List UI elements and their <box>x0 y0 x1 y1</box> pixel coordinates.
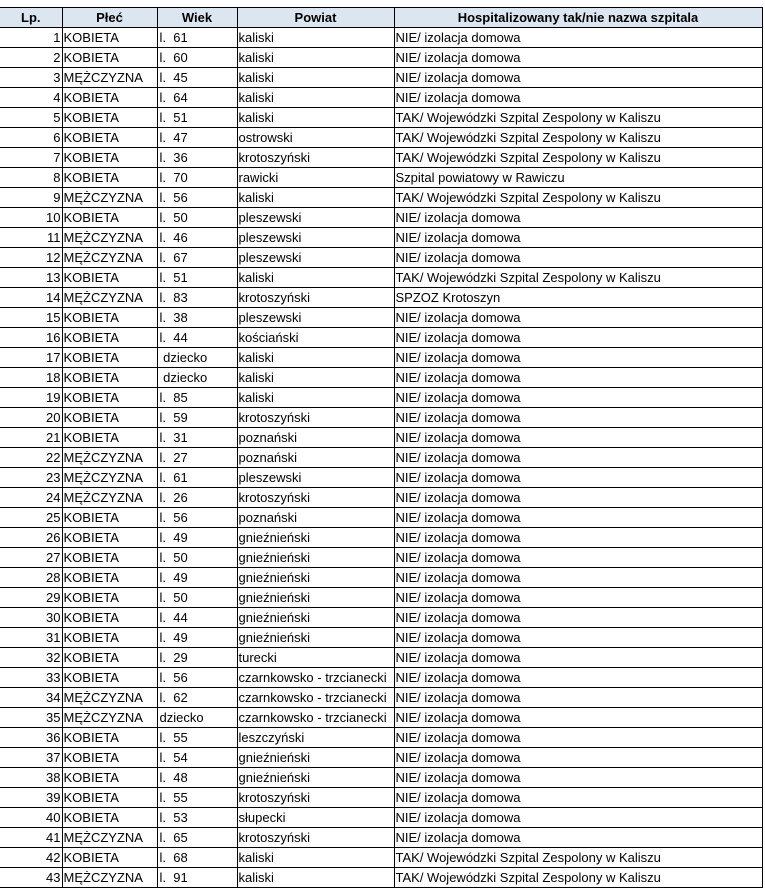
cell-hospitalizowany: NIE/ izolacja domowa <box>394 468 762 488</box>
table-row <box>0 448 762 468</box>
table-row <box>0 68 762 88</box>
cell-plec: KOBIETA <box>62 628 157 648</box>
cell-lp: 30 <box>0 608 62 628</box>
table-row <box>0 28 762 48</box>
cell-lp: 13 <box>0 268 62 288</box>
cell-powiat: poznański <box>237 508 394 528</box>
cell-hospitalizowany: NIE/ izolacja domowa <box>394 568 762 588</box>
cell-plec: KOBIETA <box>62 108 157 128</box>
cell-powiat: gnieźnieński <box>237 568 394 588</box>
cell-wiek: l. 38 <box>157 308 237 328</box>
cell-powiat: słupecki <box>237 808 394 828</box>
cell-wiek: l. 65 <box>157 828 237 848</box>
cell-wiek: l. 70 <box>157 168 237 188</box>
cell-plec: KOBIETA <box>62 848 157 868</box>
cell-lp: 10 <box>0 208 62 228</box>
cell-lp: 8 <box>0 168 62 188</box>
cell-plec: MĘŻCZYZNA <box>62 288 157 308</box>
table-row <box>0 428 762 448</box>
table-row <box>0 728 762 748</box>
cell-wiek: l. 56 <box>157 668 237 688</box>
cell-wiek: dziecko <box>157 368 237 388</box>
table-row <box>0 588 762 608</box>
cell-wiek: l. 46 <box>157 228 237 248</box>
cell-wiek: l. 47 <box>157 128 237 148</box>
table-row <box>0 288 762 308</box>
cell-plec: KOBIETA <box>62 548 157 568</box>
cell-powiat: gnieźnieński <box>237 748 394 768</box>
cell-hospitalizowany: NIE/ izolacja domowa <box>394 768 762 788</box>
cell-wiek: l. 45 <box>157 68 237 88</box>
cell-plec: KOBIETA <box>62 328 157 348</box>
cell-wiek: l. 61 <box>157 28 237 48</box>
cell-wiek: l. 56 <box>157 188 237 208</box>
cell-plec: MĘŻCZYZNA <box>62 688 157 708</box>
cell-plec: KOBIETA <box>62 508 157 528</box>
cell-powiat: krotoszyński <box>237 288 394 308</box>
cell-lp: 41 <box>0 828 62 848</box>
table-row <box>0 348 762 368</box>
cell-plec: KOBIETA <box>62 88 157 108</box>
cell-wiek: l. 85 <box>157 388 237 408</box>
cell-powiat: pleszewski <box>237 208 394 228</box>
cell-wiek: l. 62 <box>157 688 237 708</box>
cell-powiat: ostrowski <box>237 128 394 148</box>
cell-lp: 2 <box>0 48 62 68</box>
cell-powiat: pleszewski <box>237 308 394 328</box>
cell-hospitalizowany: NIE/ izolacja domowa <box>394 308 762 328</box>
table-row <box>0 688 762 708</box>
cell-powiat: gnieźnieński <box>237 548 394 568</box>
table-row <box>0 388 762 408</box>
cell-lp: 39 <box>0 788 62 808</box>
cell-wiek: l. 49 <box>157 528 237 548</box>
cell-wiek: l. 91 <box>157 868 237 888</box>
cell-plec: KOBIETA <box>62 148 157 168</box>
table-row <box>0 828 762 848</box>
cell-hospitalizowany: NIE/ izolacja domowa <box>394 388 762 408</box>
cell-wiek: l. 61 <box>157 468 237 488</box>
cell-plec: MĘŻCZYZNA <box>62 488 157 508</box>
cell-lp: 36 <box>0 728 62 748</box>
cell-lp: 16 <box>0 328 62 348</box>
cell-lp: 12 <box>0 248 62 268</box>
cell-hospitalizowany: NIE/ izolacja domowa <box>394 708 762 728</box>
cell-wiek: l. 68 <box>157 848 237 868</box>
cell-hospitalizowany: NIE/ izolacja domowa <box>394 208 762 228</box>
cell-wiek: l. 27 <box>157 448 237 468</box>
cell-plec: KOBIETA <box>62 48 157 68</box>
cell-hospitalizowany: TAK/ Wojewódzki Szpital Zespolony w Kaliszu <box>394 148 762 168</box>
cell-lp: 25 <box>0 508 62 528</box>
table-row <box>0 268 762 288</box>
cell-powiat: kaliski <box>237 68 394 88</box>
table-row <box>0 88 762 108</box>
cell-wiek: l. 29 <box>157 648 237 668</box>
cell-plec: MĘŻCZYZNA <box>62 468 157 488</box>
cell-lp: 24 <box>0 488 62 508</box>
cell-lp: 40 <box>0 808 62 828</box>
cell-wiek: l. 51 <box>157 268 237 288</box>
cell-plec: MĘŻCZYZNA <box>62 448 157 468</box>
cell-plec: KOBIETA <box>62 748 157 768</box>
cell-plec: KOBIETA <box>62 788 157 808</box>
table-row <box>0 148 762 168</box>
cell-powiat: gnieźnieński <box>237 768 394 788</box>
table-row <box>0 48 762 68</box>
cell-plec: KOBIETA <box>62 808 157 828</box>
cell-hospitalizowany: TAK/ Wojewódzki Szpital Zespolony w Kaliszu <box>394 268 762 288</box>
cell-lp: 3 <box>0 68 62 88</box>
cell-wiek: l. 54 <box>157 748 237 768</box>
cell-plec: MĘŻCZYZNA <box>62 68 157 88</box>
table-row <box>0 128 762 148</box>
cell-powiat: kaliski <box>237 188 394 208</box>
cell-plec: KOBIETA <box>62 588 157 608</box>
cell-plec: MĘŻCZYZNA <box>62 188 157 208</box>
cell-plec: KOBIETA <box>62 368 157 388</box>
cell-wiek: l. 31 <box>157 428 237 448</box>
cell-powiat: gnieźnieński <box>237 588 394 608</box>
cell-lp: 17 <box>0 348 62 368</box>
cell-powiat: leszczyński <box>237 728 394 748</box>
cell-hospitalizowany: NIE/ izolacja domowa <box>394 248 762 268</box>
table-row <box>0 208 762 228</box>
cell-powiat: pleszewski <box>237 228 394 248</box>
cell-powiat: kaliski <box>237 268 394 288</box>
cell-lp: 1 <box>0 28 62 48</box>
cell-powiat: gnieźnieński <box>237 528 394 548</box>
cell-lp: 15 <box>0 308 62 328</box>
table-body <box>0 28 762 888</box>
cell-powiat: kaliski <box>237 848 394 868</box>
cell-hospitalizowany: NIE/ izolacja domowa <box>394 608 762 628</box>
cell-powiat: kaliski <box>237 368 394 388</box>
table-row <box>0 408 762 428</box>
cell-wiek: dziecko <box>157 708 237 728</box>
cell-hospitalizowany: NIE/ izolacja domowa <box>394 648 762 668</box>
cell-hospitalizowany: NIE/ izolacja domowa <box>394 328 762 348</box>
cell-plec: KOBIETA <box>62 388 157 408</box>
cell-hospitalizowany: NIE/ izolacja domowa <box>394 588 762 608</box>
cell-plec: KOBIETA <box>62 268 157 288</box>
cell-lp: 18 <box>0 368 62 388</box>
cell-powiat: kaliski <box>237 348 394 368</box>
table-row <box>0 248 762 268</box>
cell-wiek: l. 50 <box>157 208 237 228</box>
cell-powiat: czarnkowsko - trzcianecki <box>237 688 394 708</box>
table-row <box>0 308 762 328</box>
cell-hospitalizowany: TAK/ Wojewódzki Szpital Zespolony w Kaliszu <box>394 128 762 148</box>
table-row <box>0 708 762 728</box>
cell-wiek: l. 50 <box>157 588 237 608</box>
cell-plec: MĘŻCZYZNA <box>62 828 157 848</box>
cell-wiek: l. 55 <box>157 728 237 748</box>
header-wiek: Wiek <box>157 8 237 28</box>
cell-hospitalizowany: NIE/ izolacja domowa <box>394 668 762 688</box>
cell-wiek: l. 56 <box>157 508 237 528</box>
cell-hospitalizowany: NIE/ izolacja domowa <box>394 348 762 368</box>
cell-wiek: l. 51 <box>157 108 237 128</box>
cell-hospitalizowany: NIE/ izolacja domowa <box>394 808 762 828</box>
table-row <box>0 168 762 188</box>
cell-wiek: l. 55 <box>157 788 237 808</box>
cell-lp: 23 <box>0 468 62 488</box>
cell-plec: MĘŻCZYZNA <box>62 248 157 268</box>
cell-lp: 4 <box>0 88 62 108</box>
cell-plec: KOBIETA <box>62 208 157 228</box>
header-hospitalizowany: Hospitalizowany tak/nie nazwa szpitala <box>394 8 762 28</box>
cell-lp: 42 <box>0 848 62 868</box>
cell-lp: 9 <box>0 188 62 208</box>
cell-powiat: kaliski <box>237 868 394 888</box>
cell-hospitalizowany: NIE/ izolacja domowa <box>394 408 762 428</box>
cell-wiek: dziecko <box>157 348 237 368</box>
cell-lp: 31 <box>0 628 62 648</box>
cell-hospitalizowany: TAK/ Wojewódzki Szpital Zespolony w Kaliszu <box>394 108 762 128</box>
table-row <box>0 528 762 548</box>
cell-plec: KOBIETA <box>62 648 157 668</box>
cell-wiek: l. 49 <box>157 628 237 648</box>
cell-lp: 29 <box>0 588 62 608</box>
table-row <box>0 748 762 768</box>
cell-plec: KOBIETA <box>62 528 157 548</box>
table-row <box>0 868 762 888</box>
cell-plec: KOBIETA <box>62 668 157 688</box>
cell-hospitalizowany: NIE/ izolacja domowa <box>394 488 762 508</box>
cell-hospitalizowany: TAK/ Wojewódzki Szpital Zespolony w Kaliszu <box>394 848 762 868</box>
cell-plec: KOBIETA <box>62 308 157 328</box>
cell-plec: MĘŻCZYZNA <box>62 868 157 888</box>
cell-hospitalizowany: NIE/ izolacja domowa <box>394 368 762 388</box>
cell-powiat: krotoszyński <box>237 488 394 508</box>
table-row <box>0 608 762 628</box>
cell-powiat: krotoszyński <box>237 788 394 808</box>
cell-wiek: l. 67 <box>157 248 237 268</box>
cell-hospitalizowany: NIE/ izolacja domowa <box>394 28 762 48</box>
cell-lp: 11 <box>0 228 62 248</box>
table-row <box>0 768 762 788</box>
cell-hospitalizowany: NIE/ izolacja domowa <box>394 448 762 468</box>
cell-hospitalizowany: NIE/ izolacja domowa <box>394 48 762 68</box>
cell-powiat: turecki <box>237 648 394 668</box>
cell-hospitalizowany: NIE/ izolacja domowa <box>394 728 762 748</box>
cell-powiat: krotoszyński <box>237 408 394 428</box>
cell-plec: MĘŻCZYZNA <box>62 708 157 728</box>
cell-lp: 21 <box>0 428 62 448</box>
cell-hospitalizowany: NIE/ izolacja domowa <box>394 688 762 708</box>
cell-powiat: czarnkowsko - trzcianecki <box>237 708 394 728</box>
cell-hospitalizowany: NIE/ izolacja domowa <box>394 528 762 548</box>
cell-hospitalizowany: NIE/ izolacja domowa <box>394 68 762 88</box>
cell-wiek: l. 64 <box>157 88 237 108</box>
table-row <box>0 668 762 688</box>
cell-hospitalizowany: TAK/ Wojewódzki Szpital Zespolony w Kaliszu <box>394 868 762 888</box>
cell-lp: 22 <box>0 448 62 468</box>
cell-wiek: l. 60 <box>157 48 237 68</box>
table-row <box>0 808 762 828</box>
cell-plec: KOBIETA <box>62 408 157 428</box>
cell-powiat: kaliski <box>237 388 394 408</box>
cell-lp: 5 <box>0 108 62 128</box>
cell-hospitalizowany: NIE/ izolacja domowa <box>394 628 762 648</box>
cell-lp: 34 <box>0 688 62 708</box>
cell-powiat: gnieźnieński <box>237 608 394 628</box>
cell-powiat: pleszewski <box>237 468 394 488</box>
cell-plec: KOBIETA <box>62 768 157 788</box>
cell-powiat: czarnkowsko - trzcianecki <box>237 668 394 688</box>
cell-hospitalizowany: NIE/ izolacja domowa <box>394 548 762 568</box>
cell-lp: 28 <box>0 568 62 588</box>
cell-lp: 38 <box>0 768 62 788</box>
cell-plec: KOBIETA <box>62 128 157 148</box>
table-row <box>0 628 762 648</box>
cell-powiat: pleszewski <box>237 248 394 268</box>
cell-hospitalizowany: NIE/ izolacja domowa <box>394 428 762 448</box>
cell-wiek: l. 59 <box>157 408 237 428</box>
cell-lp: 35 <box>0 708 62 728</box>
cell-plec: KOBIETA <box>62 348 157 368</box>
cell-powiat: poznański <box>237 428 394 448</box>
cell-powiat: krotoszyński <box>237 828 394 848</box>
cell-wiek: l. 50 <box>157 548 237 568</box>
cell-hospitalizowany: SPZOZ Krotoszyn <box>394 288 762 308</box>
cell-powiat: poznański <box>237 448 394 468</box>
cell-wiek: l. 44 <box>157 608 237 628</box>
cell-hospitalizowany: NIE/ izolacja domowa <box>394 88 762 108</box>
cell-wiek: l. 53 <box>157 808 237 828</box>
table-row <box>0 488 762 508</box>
cell-powiat: kościański <box>237 328 394 348</box>
cases-table <box>0 7 763 888</box>
header-plec: Płeć <box>62 8 157 28</box>
cell-wiek: l. 49 <box>157 568 237 588</box>
table-row <box>0 848 762 868</box>
header-lp: Lp. <box>0 8 62 28</box>
cell-hospitalizowany: NIE/ izolacja domowa <box>394 508 762 528</box>
cell-lp: 33 <box>0 668 62 688</box>
cell-hospitalizowany: TAK/ Wojewódzki Szpital Zespolony w Kaliszu <box>394 188 762 208</box>
cell-lp: 26 <box>0 528 62 548</box>
cell-lp: 37 <box>0 748 62 768</box>
cell-plec: KOBIETA <box>62 728 157 748</box>
cell-hospitalizowany: NIE/ izolacja domowa <box>394 228 762 248</box>
cell-hospitalizowany: NIE/ izolacja domowa <box>394 748 762 768</box>
table-row <box>0 788 762 808</box>
cell-plec: KOBIETA <box>62 608 157 628</box>
cell-wiek: l. 44 <box>157 328 237 348</box>
table-row <box>0 368 762 388</box>
table-row <box>0 508 762 528</box>
cell-powiat: krotoszyński <box>237 148 394 168</box>
cell-hospitalizowany: Szpital powiatowy w Rawiczu <box>394 168 762 188</box>
cell-wiek: l. 26 <box>157 488 237 508</box>
cell-wiek: l. 36 <box>157 148 237 168</box>
table-row <box>0 568 762 588</box>
table-row <box>0 108 762 128</box>
table-row <box>0 548 762 568</box>
cell-plec: KOBIETA <box>62 428 157 448</box>
cell-powiat: gnieźnieński <box>237 628 394 648</box>
cell-plec: KOBIETA <box>62 568 157 588</box>
cell-lp: 32 <box>0 648 62 668</box>
cell-powiat: kaliski <box>237 108 394 128</box>
cell-lp: 43 <box>0 868 62 888</box>
cell-powiat: kaliski <box>237 88 394 108</box>
cell-wiek: l. 48 <box>157 768 237 788</box>
cell-lp: 14 <box>0 288 62 308</box>
cell-lp: 27 <box>0 548 62 568</box>
table-row <box>0 648 762 668</box>
header-row <box>0 8 762 28</box>
cell-plec: KOBIETA <box>62 168 157 188</box>
table-row <box>0 468 762 488</box>
cell-powiat: rawicki <box>237 168 394 188</box>
cell-wiek: l. 83 <box>157 288 237 308</box>
table-row <box>0 188 762 208</box>
cell-powiat: kaliski <box>237 28 394 48</box>
cell-hospitalizowany: NIE/ izolacja domowa <box>394 828 762 848</box>
table-row <box>0 228 762 248</box>
table-row <box>0 328 762 348</box>
cell-lp: 20 <box>0 408 62 428</box>
cell-plec: KOBIETA <box>62 28 157 48</box>
cell-lp: 6 <box>0 128 62 148</box>
cell-powiat: kaliski <box>237 48 394 68</box>
header-powiat: Powiat <box>237 8 394 28</box>
cell-lp: 7 <box>0 148 62 168</box>
cell-lp: 19 <box>0 388 62 408</box>
cell-hospitalizowany: NIE/ izolacja domowa <box>394 788 762 808</box>
cell-plec: MĘŻCZYZNA <box>62 228 157 248</box>
